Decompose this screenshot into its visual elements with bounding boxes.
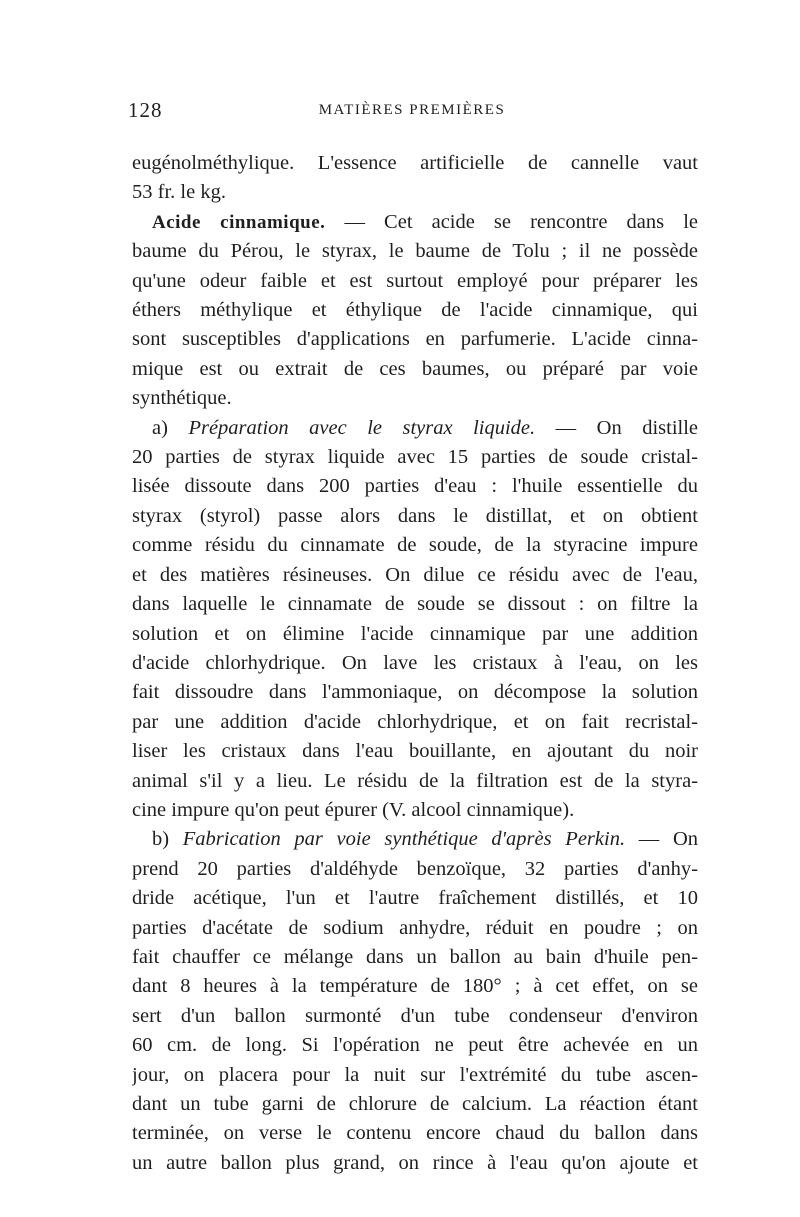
text-line: dans laquelle le cinnamate de soude se dissout : on filtre la	[132, 593, 698, 616]
subsection-title: Préparation avec le styrax liquide.	[188, 416, 536, 439]
text-line: un autre ballon plus grand, on rince à l'eau qu'on ajoute et	[132, 1151, 698, 1174]
text-line: parties d'acétate de sodium anhydre, réduit en poudre ; on	[132, 916, 698, 939]
text-line: jour, on placera pour la nuit sur l'extrémité du tube ascen-	[132, 1063, 698, 1086]
text-line	[132, 414, 698, 443]
text-line: 60 cm. de long. Si l'opération ne peut être achevée en un	[132, 1034, 698, 1057]
body-text	[132, 149, 698, 1178]
text-line: 20 parties de styrax liquide avec 15 parties de soude cristal-	[132, 446, 698, 469]
page-number: 128	[128, 98, 163, 122]
text-line: cine impure qu'on peut épurer (V. alcool cinnamique).	[132, 798, 575, 821]
text-line: 53 fr. le kg.	[132, 181, 226, 204]
text-line: eugénolméthylique. L'essence artificielle de cannelle vaut	[132, 152, 698, 174]
text-line: mique est ou extrait de ces baumes, ou préparé par voie	[132, 357, 698, 380]
text-fragment: — Cet acide se rencontre dans le	[325, 210, 698, 233]
text-line: sert d'un ballon surmonté d'un tube condenseur d'environ	[132, 1004, 698, 1027]
text-line: par une addition d'acide chlorhydrique, et on fait recristal-	[132, 710, 698, 733]
text-fragment: — On	[625, 828, 698, 851]
text-fragment: — On distille	[535, 416, 698, 439]
text-line	[132, 825, 698, 854]
text-line: synthétique.	[132, 387, 232, 410]
text-line: fait chauffer ce mélange dans un ballon au bain d'huile pen-	[132, 945, 698, 968]
text-line: éthers méthylique et éthylique de l'acide cinnamique, qui	[132, 299, 698, 322]
text-line: dride acétique, l'un et l'autre fraîchement distillés, et 10	[132, 887, 698, 910]
text-line: solution et on élimine l'acide cinnamique par une addition	[132, 622, 698, 645]
text-line: prend 20 parties d'aldéhyde benzoïque, 32 parties d'anhy-	[132, 857, 698, 880]
running-head	[128, 98, 696, 124]
subsection-title: Fabrication par voie synthétique d'après Perkin.	[182, 828, 626, 851]
text-line: comme résidu du cinnamate de soude, de la styracine impure	[132, 534, 698, 557]
text-line: terminée, on verse le contenu encore chaud du ballon dans	[132, 1122, 698, 1145]
text-line: fait dissoudre dans l'ammoniaque, on décompose la solution	[132, 681, 698, 704]
text-line: liser les cristaux dans l'eau bouillante, en ajoutant du noir	[132, 740, 698, 763]
text-line	[132, 208, 698, 237]
list-label: b)	[152, 828, 183, 851]
text-line: qu'une odeur faible et est surtout employé pour préparer les	[132, 269, 698, 292]
text-line: lisée dissoute dans 200 parties d'eau : l'huile essentielle du	[132, 475, 698, 498]
section-term: Acide cinnamique.	[152, 211, 326, 233]
text-line: dant un tube garni de chlorure de calcium. La réaction étant	[132, 1093, 698, 1115]
list-label: a)	[152, 416, 189, 439]
text-line: styrax (styrol) passe alors dans le distillat, et on obtient	[132, 504, 698, 527]
text-line: animal s'il y a lieu. Le résidu de la filtration est de la styra-	[132, 769, 698, 792]
text-line: dant 8 heures à la température de 180° ; à cet effet, on se	[132, 975, 698, 998]
text-line: sont susceptibles d'applications en parfumerie. L'acide cinna-	[132, 328, 698, 351]
text-line: et des matières résineuses. On dilue ce résidu avec de l'eau,	[132, 563, 698, 586]
text-line: d'acide chlorhydrique. On lave les cristaux à l'eau, on les	[132, 651, 698, 674]
running-title: MATIÈRES PREMIÈRES	[318, 102, 506, 118]
text-line: baume du Pérou, le styrax, le baume de Tolu ; il ne possède	[132, 240, 698, 263]
